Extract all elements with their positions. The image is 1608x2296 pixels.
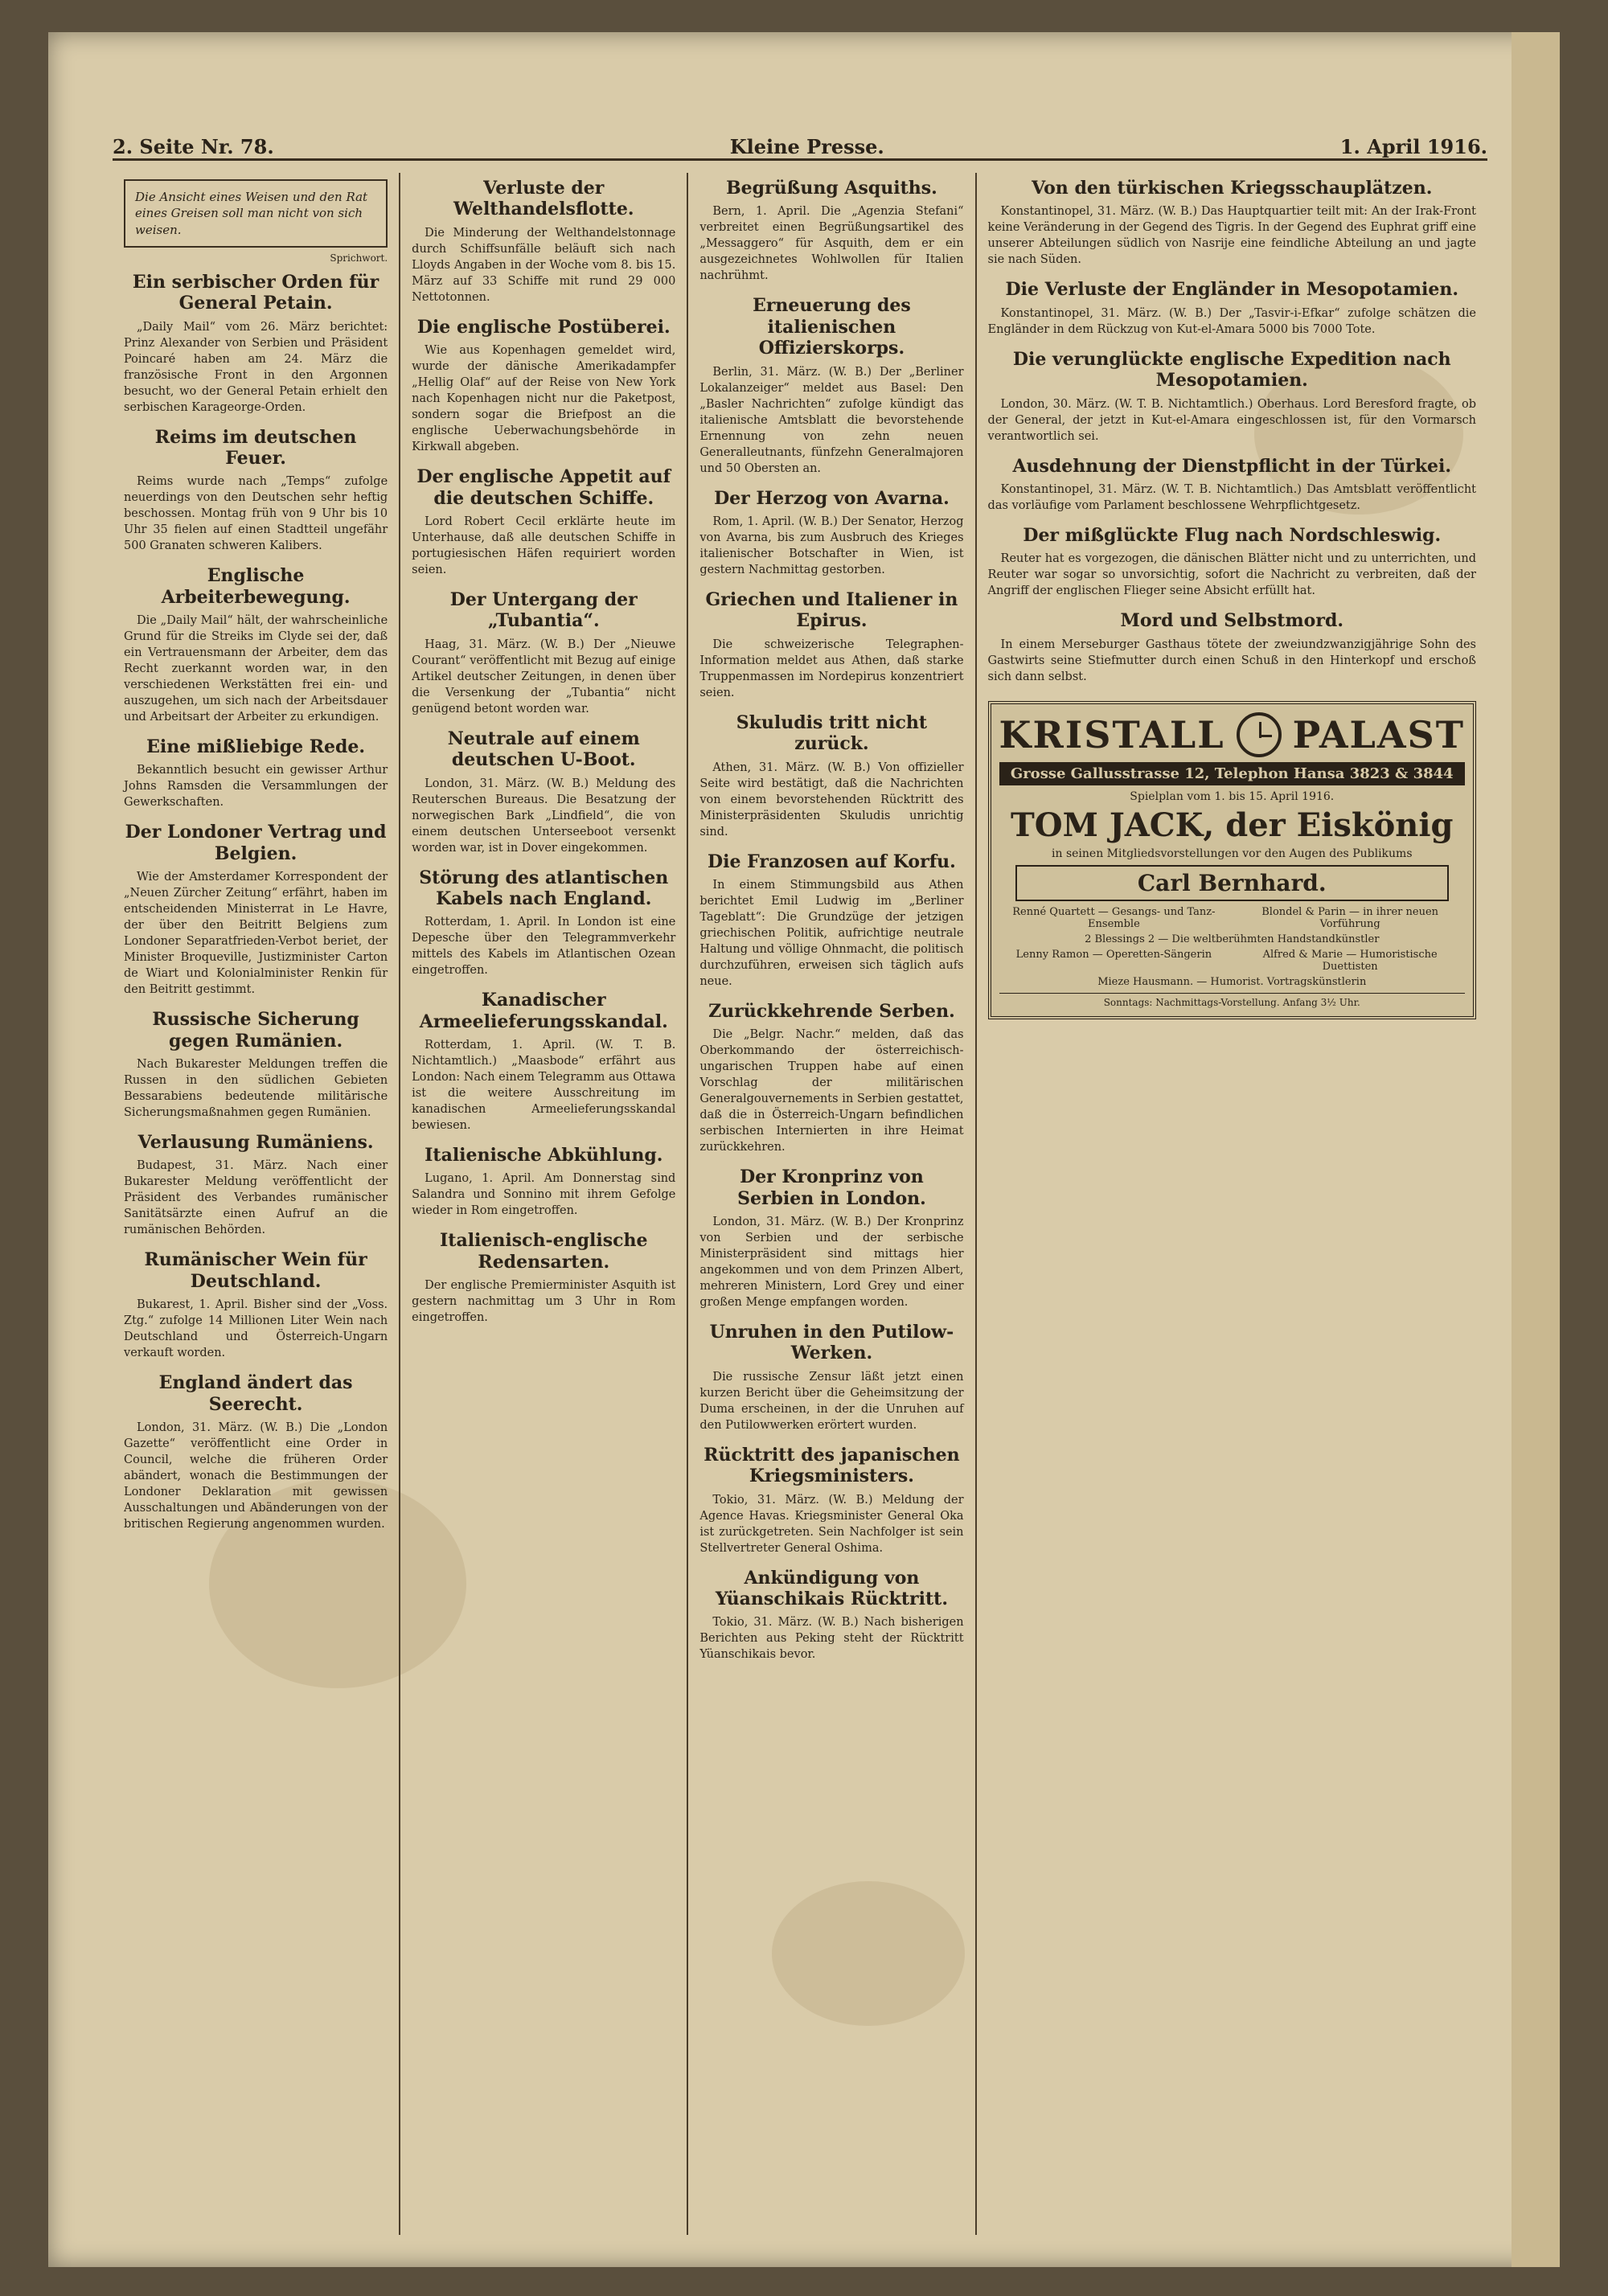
article	[124, 565, 388, 725]
article-body: Rotterdam, 1. April. In London ist eine Depesche über den Telegrammverkehr mittels des Kabels im Atlantischen Ozean eingetroffen.	[412, 916, 676, 978]
article-headline: Die Franzosen auf Korfu.	[708, 851, 956, 872]
article-headline: Eine mißliebige Rede.	[146, 736, 366, 758]
article	[124, 736, 388, 810]
article	[412, 466, 675, 578]
article-headline: Der Londoner Vertrag und Belgien.	[125, 822, 387, 864]
article-body: Wie aus Kopenhagen gemeldet wird, wurde der dänische Amerikadampfer „Hellig Olaf“ auf der Reise von New York nach Kopenhagen nicht nur die Paketpost, sondern sogar die Briefpost an die englische Ueberwachungsbehörde in Kirkwall abgeben.	[412, 344, 676, 454]
article-headline: Der Kronprinz von Serbien in London.	[737, 1166, 926, 1209]
ad-address: Grosse Gallusstrasse 12, Telephon Hansa 3823 & 3844	[999, 762, 1465, 785]
article-body: Lugano, 1. April. Am Donnerstag sind Salandra und Sonnino mit ihrem Gefolge wieder in Rom eingetroffen.	[412, 1172, 676, 1218]
article-body: Lord Robert Cecil erklärte heute im Unterhause, daß alle deutschen Schiffe in portugiesischen Häfen requiriert worden seien.	[412, 515, 676, 576]
article-body: Bern, 1. April. Die „Agenzia Stefani“ verbreitet einen Begrüßungsartikel des „Messaggero“ für Asquith, dem er ein ausgezeichnetes Wohlwollen für Italien nachrühmt.	[699, 205, 964, 283]
kristall-palast-ad	[988, 701, 1476, 1019]
article-headline: Reims im deutschen Feuer.	[154, 426, 357, 469]
article	[699, 1322, 963, 1433]
masthead: Kleine Presse.	[729, 135, 884, 158]
article-headline: Griechen und Italiener in Epirus.	[705, 588, 958, 632]
ad-act: Alfred & Marie — Humoristische Duettisten	[1262, 948, 1438, 973]
newspaper-page	[48, 32, 1560, 2267]
article	[988, 178, 1476, 268]
article-headline: Der Herzog von Avarna.	[714, 487, 950, 509]
article-headline: Verlausung Rumäniens.	[137, 1132, 374, 1154]
article-headline: Der mißglückte Flug nach Nordschleswig.	[1023, 524, 1442, 546]
article-body: London, 31. März. (W. B.) Der Kronprinz von Serbien und der serbische Ministerpräsident sind mittags hier angekommen und von dem Prinzen Albert, mehreren Ministern, Lord Grey und einer großen Menge empfangen worden.	[699, 1216, 964, 1310]
ad-act: Renné Quartett — Gesangs- und Tanz-Ensemble	[1012, 905, 1216, 930]
ad-row	[999, 949, 1465, 973]
article-body: Die „Belgr. Nachr.“ melden, daß das Oberkommando der österreichisch-ungarischen Truppen habe auf einen Vorschlag der militärischen Generalgouvernements in Serbien gestattet, daß die in Österreich-Ungarn befindlichen serbischen Internierten in ihre Heimat zurückkehren.	[699, 1028, 964, 1154]
article-headline: Ausdehnung der Dienstpflicht in der Türkei.	[1012, 455, 1452, 477]
article-body: Tokio, 31. März. (W. B.) Nach bisherigen Berichten aus Peking steht der Rücktritt Yüanschikais bevor.	[699, 1616, 964, 1662]
ad-headliner-sub: in seinen Mitgliedsvorstellungen vor den Augen des Publikums	[1052, 847, 1413, 860]
article-body: Rom, 1. April. (W. B.) Der Senator, Herzog von Avarna, bis zum Ausbruch des Krieges italienischer Botschafter in Wien, ist gestern Nachmittag gestorben.	[699, 515, 964, 576]
article	[124, 1132, 388, 1238]
article	[699, 1568, 963, 1663]
article-body: Konstantinopel, 31. März. (W. B.) Der „Tasvir-i-Efkar“ zufolge schätzen die Engländer in dem Rückzug von Kut-el-Amara 5000 bis 7000 Tote.	[987, 306, 1476, 336]
article	[988, 279, 1476, 337]
article-headline: Englische Arbeiterbewegung.	[161, 565, 351, 608]
article-body: Athen, 31. März. (W. B.) Von offizieller Seite wird bestätigt, daß die Nachrichten von einem bevorstehenden Rücktritt des Ministerpräsidenten Skuludis unrichtig sind.	[699, 761, 964, 838]
article-body: Konstantinopel, 31. März. (W. B.) Das Hauptquartier teilt mit: An der Irak-Front keine Veränderung in der Gegend des Tigris. In der Gegend des Euphrat griff eine unserer Abteilungen südlich von Nasrije eine feindliche Abteilung an und jagte sie nach Süden.	[987, 205, 1476, 267]
article-body: „Daily Mail“ vom 26. März berichtet: Prinz Alexander von Serbien und Präsident Poincaré haben am 24. März die französische Front in den Argonnen besucht, wo der General Petain erhielt den serbischen Karageorge-Orden.	[124, 320, 388, 414]
article-body: In einem Merseburger Gasthaus tötete der zweiundzwanzigjährige Sohn des Gastwirts seine Stiefmutter durch einen Schuß in den Hinterkopf und erschoß sich dann selbst.	[987, 638, 1476, 683]
article-body: Die schweizerische Telegraphen-Information meldet aus Athen, daß starke Truppenmassen im Nordepirus konzentriert seien.	[699, 638, 964, 699]
article-headline: Der englische Appetit auf die deutschen Schiffe.	[416, 466, 671, 509]
article-body: Die russische Zensur läßt jetzt einen kurzen Bericht über die Geheimsitzung der Duma erscheinen, in der die Unruhen auf den Putilowwerken erörtert wurden.	[699, 1370, 964, 1432]
article	[412, 867, 675, 979]
ad-title	[999, 712, 1465, 757]
article	[988, 610, 1476, 684]
article	[124, 1009, 388, 1121]
article	[124, 427, 388, 555]
ad-act: Lenny Ramon — Operetten-Sängerin	[1015, 948, 1212, 961]
article-body: Reuter hat es vorgezogen, die dänischen Blätter nicht und zu unterrichten, und Reuter war sogar so unvorsichtig, sofort die Nachricht zu verbreiten, daß der Angriff der englischen Flieger seine Absicht erfüllt hat.	[987, 552, 1476, 598]
article	[412, 589, 675, 717]
article-body: Die Minderung der Welthandelstonnage durch Schiffsunfälle beläuft sich nach Lloyds Angaben in der Woche vom 8. bis 15. März auf 33 Schiffe mit rund 29 000 Nettotonnen.	[412, 226, 676, 304]
article-body: Rotterdam, 1. April. (W. T. B. Nichtamtlich.) „Maasbode“ erfährt aus London: Nach einem Telegramm aus Ottawa ist die weitere Ausschreitung im kanadischen Armeelieferungsskandal bewiesen.	[412, 1039, 676, 1133]
column-4	[977, 173, 1487, 2235]
motto-box	[124, 179, 388, 248]
article	[412, 178, 675, 305]
article	[412, 728, 675, 856]
article	[699, 295, 963, 476]
article	[699, 178, 963, 284]
article	[124, 1372, 388, 1532]
article-body: Haag, 31. März. (W. B.) Der „Nieuwe Courant“ veröffentlicht mit Bezug auf einige Artikel deutscher Zeitungen, in denen über die Versenkung der „Tubantia“ nicht genügend betont worden war.	[412, 638, 676, 715]
article-body: Reims wurde nach „Temps“ zufolge neuerdings von den Deutschen sehr heftig beschossen. Montag früh von 9 Uhr bis 10 Uhr 35 fielen auf einen Stadtteil ungefähr 500 Granaten schweren Kalibers.	[124, 475, 388, 553]
article	[124, 822, 388, 998]
article	[988, 456, 1476, 514]
page-number: 2. Seite Nr. 78.	[113, 135, 274, 158]
article-body: London, 31. März. (W. B.) Die „London Gazette“ veröffentlicht eine Order in Council, welche die früheren Order abändert, wonach die Bestimmungen der Londoner Deklaration mit gewissen Ausschaltungen und Abänderungen von der britischen Regierung angenommen wurden.	[124, 1421, 388, 1531]
article-headline: Die Verluste der Engländer in Mesopotamien.	[1005, 279, 1458, 301]
article-headline: Mord und Selbstmord.	[1120, 610, 1343, 632]
ad-row	[999, 933, 1465, 945]
article	[412, 317, 675, 455]
article	[412, 1230, 675, 1326]
article-headline: Skuludis tritt nicht zurück.	[736, 711, 928, 755]
article	[699, 1001, 963, 1155]
article-headline: Erneuerung des italienischen Offizierskorps.	[753, 295, 911, 359]
article-body: London, 31. März. (W. B.) Meldung des Reuterschen Bureaus. Die Besatzung der norwegischen Bark „Lindfield“, die von einem deutschen Unterseeboot versenkt worden war, ist in Dover eingekommen.	[412, 777, 676, 855]
article-headline: Rücktritt des japanischen Kriegsministers.	[704, 1444, 960, 1487]
article	[988, 525, 1476, 599]
article	[699, 589, 963, 701]
article-headline: Rumänischer Wein für Deutschland.	[144, 1249, 367, 1292]
ad-title-left: KRISTALL	[999, 712, 1225, 756]
column-1	[113, 173, 400, 2235]
article-headline: Neutrale auf einem deutschen U-Boot.	[447, 728, 640, 771]
article-body: Bukarest, 1. April. Bisher sind der „Voss. Ztg.“ zufolge 14 Millionen Liter Wein nach Deutschland und Österreich-Ungarn verkauft worden.	[124, 1298, 388, 1360]
article-headline: Von den türkischen Kriegsschauplätzen.	[1032, 178, 1433, 199]
ad-act: Mieze Hausmann. — Humorist. Vortragskünstlerin	[1097, 975, 1367, 988]
article-headline: Italienisch-englische Redensarten.	[439, 1230, 648, 1273]
issue-date: 1. April 1916.	[1339, 135, 1487, 158]
ad-row	[999, 976, 1465, 988]
motto-text: Die Ansicht eines Weisen und den Rat eines Greisen soll man nicht von sich weisen.	[135, 190, 368, 237]
article-headline: Die verunglückte englische Expedition nach Mesopotamien.	[1012, 348, 1451, 392]
ad-program: Spielplan vom 1. bis 15. April 1916.	[1130, 789, 1335, 803]
column-2	[400, 173, 688, 2235]
article-body: Berlin, 31. März. (W. B.) Der „Berliner Lokalanzeiger“ meldet aus Basel: Den „Basler Nachrichten“ zufolge kündigt das italienische Amtsblatt die bevorstehende Ernennung von zehn neuen Generalleutnants, fünfzehn Generalmajoren und 50 Obersten an.	[699, 365, 964, 475]
article-headline: Italienische Abkühlung.	[425, 1145, 663, 1166]
article-headline: Die englische Postüberei.	[416, 316, 671, 338]
article-headline: Kanadischer Armeelieferungsskandal.	[419, 990, 668, 1032]
ad-headliner: TOM JACK, der Eiskönig	[1011, 806, 1454, 844]
article	[412, 990, 675, 1134]
article	[988, 349, 1476, 445]
article-headline: Begrüßung Asquiths.	[726, 178, 937, 199]
page-edge	[1512, 32, 1560, 2267]
article-body: Budapest, 31. März. Nach einer Bukarester Meldung veröffentlicht der Präsident des Verbandes rumänischer Sanitätsärzte einen Aufruf an die rumänischen Behörden.	[124, 1159, 388, 1237]
article	[412, 1145, 675, 1219]
article-body: London, 30. März. (W. T. B. Nichtamtlich.) Oberhaus. Lord Beresford fragte, ob der General, der jetzt in Kut-el-Amara eingeschlossen ist, für den Vormarsch verantwortlich sei.	[987, 397, 1476, 443]
article-body: Konstantinopel, 31. März. (W. T. B. Nichtamtlich.) Das Amtsblatt veröffentlicht das vorläufige vom Parlament beschlossene Wehrpflichtgesetz.	[987, 482, 1476, 512]
article-body: In einem Stimmungsbild aus Athen berichtet Emil Ludwig im „Berliner Tageblatt“: Die Grundzüge der jetzigen griechischen Politik, aufrichtige neutrale Haltung und völlige Ohnmacht, die politisch durchzuführen, erweisen sich täglich aufs neue.	[699, 878, 964, 988]
article-headline: Ankündigung von Yüanschikais Rücktritt.	[715, 1567, 948, 1610]
article-headline: Störung des atlantischen Kabels nach England.	[419, 867, 669, 909]
article	[124, 1249, 388, 1361]
clock-icon	[1237, 712, 1282, 757]
article-headline: Verluste der Welthandelsflotte.	[453, 178, 634, 220]
article	[699, 1166, 963, 1310]
article-body: Wie der Amsterdamer Korrespondent der „Neuen Zürcher Zeitung“ erfährt, haben im entscheidenden Ministerrat in Le Havre, der über den Beitritt Belgiens zum Londoner Separatfrieden-Verbot beriet, der Minister Broqueville, Justizminister Carton de Wiart und Kolonialminister Renkin für den Beitritt gestimmt.	[124, 871, 388, 997]
article-body: Die „Daily Mail“ hält, der wahrscheinliche Grund für die Streiks im Clyde sei der, daß ein Vertrauensmann der Arbeiter, dem das Recht zuerkannt worden war, in den verschiedenen Werkstätten frei ein- und auszugehen, um sich nach der Arbeitsdauer und Arbeitsart der Arbeiter zu erkundigen.	[124, 614, 388, 724]
ad-second-act: Carl Bernhard.	[1015, 865, 1449, 901]
ad-footer: Sonntags: Nachmittags-Vorstellung. Anfang 3½ Uhr.	[999, 993, 1465, 1008]
article	[699, 851, 963, 990]
column-3	[688, 173, 976, 2235]
ad-act: Blondel & Parin — in ihrer neuen Vorführung	[1261, 905, 1439, 930]
article-headline: Zurückkehrende Serben.	[708, 1000, 955, 1022]
article-body: Tokio, 31. März. (W. B.) Meldung der Agence Havas. Kriegsminister General Oka ist zurückgetreten. Sein Nachfolger ist sein Stellvertreter General Oshima.	[699, 1493, 964, 1555]
article-headline: Unruhen in den Putilow-Werken.	[709, 1322, 954, 1364]
ad-act: 2 Blessings 2 — Die weltberühmten Handstandkünstler	[1085, 933, 1380, 945]
article-headline: Ein serbischer Orden für General Petain.	[132, 271, 379, 314]
page-header	[113, 113, 1487, 161]
article	[124, 272, 388, 416]
article	[699, 1445, 963, 1556]
motto-source: Sprichwort.	[330, 252, 388, 264]
article-body: Nach Bukarester Meldungen treffen die Russen in den südlichen Gebieten Bessarabiens bedeutende militärische Sicherungsmaßnahmen gegen Rumänien.	[124, 1058, 388, 1120]
columns	[113, 173, 1487, 2235]
ad-title-right: PALAST	[1292, 712, 1465, 756]
article-headline: England ändert das Seerecht.	[158, 1372, 353, 1415]
article	[699, 712, 963, 840]
article	[699, 488, 963, 578]
article-headline: Der Untergang der „Tubantia“.	[449, 588, 638, 632]
article-body: Bekanntlich besucht ein gewisser Arthur Johns Ramsden die Versammlungen der Gewerkschaften.	[124, 764, 388, 810]
article-body: Der englische Premierminister Asquith ist gestern nachmittag um 3 Uhr in Rom eingetroffen.	[412, 1279, 676, 1325]
ad-row	[999, 906, 1465, 930]
article-headline: Russische Sicherung gegen Rumänien.	[152, 1009, 359, 1052]
